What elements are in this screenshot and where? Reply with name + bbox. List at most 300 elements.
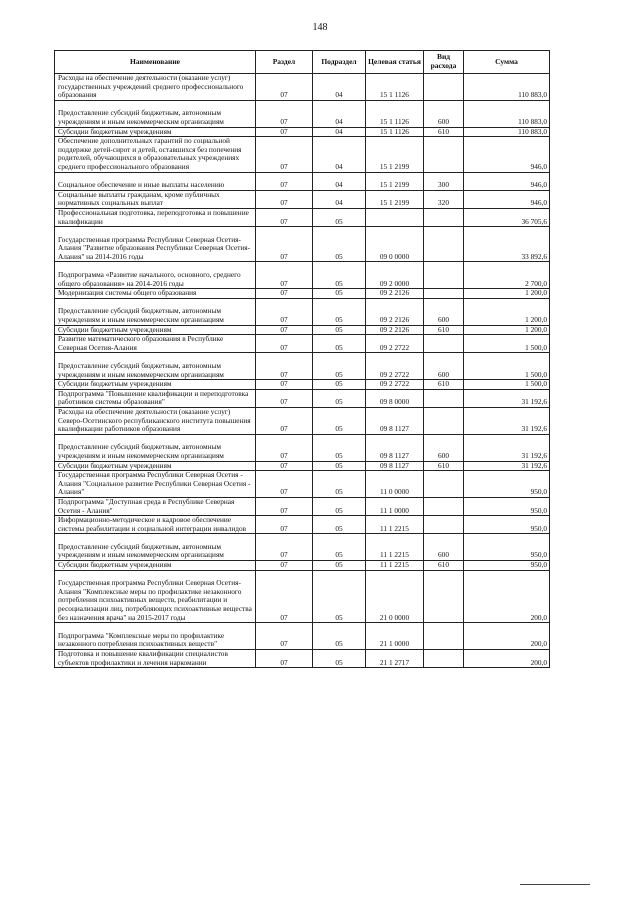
cell-name: [55, 100, 256, 127]
header-summa: Сумма: [464, 51, 550, 74]
cell-celevaya: [366, 289, 424, 299]
cell-vid-text: 600: [438, 315, 449, 325]
cell-celevaya: [366, 471, 424, 498]
cell-podrazdel: [313, 434, 366, 461]
cell-vid: [424, 137, 464, 172]
cell-summa-text: 950,0: [530, 487, 547, 497]
header-celevaya: Целевая статья: [366, 51, 424, 74]
cell-vid: [424, 353, 464, 380]
cell-summa: [464, 262, 550, 289]
cell-podrazdel: [313, 561, 366, 571]
cell-celevaya-text: 21 1 2717: [379, 657, 410, 667]
header-razdel: Раздел: [256, 51, 313, 74]
table-row: [55, 650, 550, 668]
cell-podrazdel: [313, 461, 366, 471]
table-row: [55, 561, 550, 571]
cell-summa: [464, 561, 550, 571]
cell-vid: [424, 516, 464, 534]
header-name: Наименование: [55, 51, 256, 74]
cell-summa: [464, 407, 550, 434]
cell-razdel: [256, 389, 313, 407]
cell-celevaya-text: 11 0 0000: [380, 487, 409, 497]
header-podrazdel: Подраздел: [313, 51, 366, 74]
cell-razdel-text: 07: [280, 379, 288, 389]
cell-name-text: Субсидии бюджетным учреждениям: [58, 324, 172, 334]
table-row: [55, 623, 550, 650]
table-row: [55, 353, 550, 380]
cell-name: [55, 74, 256, 101]
cell-podrazdel: [313, 570, 366, 623]
cell-vid: [424, 298, 464, 325]
table-row: [55, 471, 550, 498]
table-body: [55, 74, 550, 668]
table-row: [55, 434, 550, 461]
cell-summa-text: 1 200,0: [525, 315, 547, 325]
cell-podrazdel: [313, 74, 366, 101]
cell-summa: [464, 335, 550, 353]
table-row: [55, 497, 550, 515]
cell-summa: [464, 534, 550, 561]
cell-celevaya: [366, 497, 424, 515]
cell-name-text: Социальное обеспечение и иные выплаты населению: [58, 180, 225, 190]
cell-name: [55, 298, 256, 325]
cell-podrazdel-text: 04: [335, 161, 343, 171]
cell-celevaya-text: 09 2 2126: [379, 324, 410, 334]
cell-vid-text: 320: [438, 198, 449, 208]
cell-razdel: [256, 127, 313, 137]
cell-podrazdel-text: 05: [335, 460, 343, 470]
cell-vid: [424, 127, 464, 137]
cell-razdel: [256, 335, 313, 353]
cell-razdel: [256, 380, 313, 390]
cell-vid-text: 610: [438, 126, 449, 136]
cell-name-text: Развитие математического образования в Республике Северная Осетия-Алания: [58, 334, 224, 352]
cell-celevaya-text: 11 1 0000: [380, 505, 409, 515]
cell-celevaya: [366, 353, 424, 380]
cell-summa-text: 950,0: [530, 505, 547, 515]
cell-celevaya-text: 15 1 2199: [379, 161, 410, 171]
cell-summa-text: 946,0: [530, 198, 547, 208]
cell-vid: [424, 208, 464, 226]
cell-vid: [424, 227, 464, 262]
cell-podrazdel: [313, 380, 366, 390]
cell-razdel-text: 07: [280, 315, 288, 325]
cell-celevaya: [366, 650, 424, 668]
cell-celevaya: [366, 298, 424, 325]
cell-summa: [464, 190, 550, 208]
cell-razdel-text: 07: [280, 198, 288, 208]
cell-razdel-text: 07: [280, 560, 288, 570]
cell-razdel-text: 07: [280, 216, 288, 226]
cell-summa-text: 1 200,0: [525, 324, 547, 334]
cell-podrazdel-text: 05: [335, 612, 343, 622]
cell-name: [55, 623, 256, 650]
cell-vid: [424, 534, 464, 561]
cell-celevaya-text: 11 1 2215: [380, 550, 409, 560]
cell-razdel-text: 07: [280, 397, 288, 407]
cell-summa: [464, 380, 550, 390]
cell-podrazdel-text: 05: [335, 324, 343, 334]
cell-name: [55, 570, 256, 623]
cell-podrazdel: [313, 497, 366, 515]
cell-celevaya-text: 09 2 2722: [379, 379, 410, 389]
cell-razdel: [256, 137, 313, 172]
cell-celevaya-text: 09 2 2722: [379, 369, 410, 379]
cell-vid-text: 300: [438, 180, 449, 190]
cell-name: [55, 262, 256, 289]
cell-summa: [464, 227, 550, 262]
cell-vid-text: 600: [438, 116, 449, 126]
table-row: [55, 74, 550, 101]
cell-podrazdel: [313, 516, 366, 534]
cell-summa-text: 31 192,6: [521, 397, 547, 407]
cell-name-text: Предоставление субсидий бюджетным, автономным учреждениям и иным некоммерческим организациям: [58, 442, 224, 460]
cell-name: [55, 172, 256, 190]
cell-podrazdel-text: 04: [335, 90, 343, 100]
cell-summa: [464, 325, 550, 335]
budget-table: [54, 50, 550, 668]
cell-podrazdel: [313, 298, 366, 325]
cell-podrazdel: [313, 208, 366, 226]
cell-podrazdel-text: 05: [335, 657, 343, 667]
cell-celevaya-text: 21 0 0000: [379, 612, 410, 622]
cell-summa: [464, 137, 550, 172]
cell-summa-text: 200,0: [530, 612, 547, 622]
cell-celevaya: [366, 335, 424, 353]
cell-podrazdel: [313, 389, 366, 407]
cell-celevaya-text: 15 1 2199: [379, 180, 410, 190]
cell-summa: [464, 353, 550, 380]
cell-summa: [464, 389, 550, 407]
cell-razdel: [256, 534, 313, 561]
cell-summa-text: 950,0: [530, 550, 547, 560]
footer-rule: [520, 884, 590, 885]
cell-podrazdel-text: 04: [335, 198, 343, 208]
cell-name-text: Предоставление субсидий бюджетным, автономным учреждениям и иным некоммерческим организациям: [58, 306, 224, 325]
cell-razdel: [256, 516, 313, 534]
cell-podrazdel-text: 05: [335, 216, 343, 226]
cell-podrazdel-text: 05: [335, 523, 343, 533]
cell-summa: [464, 516, 550, 534]
cell-vid: [424, 561, 464, 571]
cell-podrazdel-text: 05: [335, 288, 343, 298]
cell-razdel-text: 07: [280, 342, 288, 352]
cell-celevaya-text: 09 2 2126: [379, 315, 410, 325]
cell-podrazdel-text: 05: [335, 379, 343, 389]
cell-vid: [424, 289, 464, 299]
cell-celevaya: [366, 434, 424, 461]
table-row: [55, 407, 550, 434]
cell-celevaya: [366, 127, 424, 137]
cell-summa-text: 31 192,6: [521, 424, 547, 434]
cell-podrazdel: [313, 623, 366, 650]
cell-summa: [464, 570, 550, 623]
cell-razdel: [256, 262, 313, 289]
page-number: 148: [312, 22, 328, 33]
cell-name: [55, 190, 256, 208]
cell-razdel-text: 07: [280, 369, 288, 379]
cell-name-text: Расходы на обеспечение деятельности (оказание услуг) государственных учреждений среднего профессионального образования: [58, 73, 244, 100]
cell-vid-text: 610: [438, 324, 449, 334]
cell-podrazdel-text: 04: [335, 180, 343, 190]
cell-celevaya: [366, 461, 424, 471]
cell-name-text: Субсидии бюджетным учреждениям: [58, 560, 172, 570]
cell-name-text: Расходы на обеспечение деятельности (оказание услуг) Северо-Осетинского республиканского института повышения квалификации работников образования: [58, 406, 251, 434]
cell-podrazdel-text: 05: [335, 369, 343, 379]
cell-name: [55, 137, 256, 172]
cell-vid: [424, 74, 464, 101]
cell-celevaya-text: 09 2 2722: [379, 342, 410, 352]
cell-name: [55, 650, 256, 668]
cell-podrazdel-text: 05: [335, 342, 343, 352]
cell-vid-text: 600: [438, 450, 449, 460]
cell-celevaya: [366, 172, 424, 190]
table-row: [55, 208, 550, 226]
cell-celevaya: [366, 516, 424, 534]
cell-celevaya: [366, 407, 424, 434]
cell-name: [55, 407, 256, 434]
cell-name: [55, 227, 256, 262]
cell-razdel-text: 07: [280, 324, 288, 334]
table-row: [55, 172, 550, 190]
cell-razdel: [256, 623, 313, 650]
cell-name-text: Подпрограмма "Комплексные меры по профилактике незаконного потребления психоактивных веществ": [58, 630, 225, 649]
cell-vid: [424, 389, 464, 407]
cell-razdel-text: 07: [280, 487, 288, 497]
cell-podrazdel-text: 05: [335, 424, 343, 434]
cell-razdel-text: 07: [280, 180, 288, 190]
cell-vid: [424, 190, 464, 208]
cell-name: [55, 335, 256, 353]
cell-razdel: [256, 471, 313, 498]
cell-celevaya-text: 09 2 2126: [379, 288, 410, 298]
cell-name-text: Модернизация системы общего образования: [58, 288, 197, 298]
cell-vid: [424, 623, 464, 650]
cell-name-text: Профессиональная подготовка, переподготовка и повышение квалификации: [58, 207, 249, 226]
table-row: [55, 534, 550, 561]
table-header-row: [55, 51, 550, 74]
cell-name-text: Предоставление субсидий бюджетным, автономным учреждениям и иным некоммерческим организациям: [58, 541, 224, 560]
cell-razdel-text: 07: [280, 278, 288, 288]
cell-vid-text: 610: [438, 460, 449, 470]
cell-summa: [464, 298, 550, 325]
cell-celevaya-text: 21 1 0000: [379, 639, 410, 649]
cell-summa-text: 31 192,6: [521, 460, 547, 470]
cell-celevaya: [366, 623, 424, 650]
cell-podrazdel: [313, 172, 366, 190]
table-row: [55, 298, 550, 325]
cell-celevaya-text: 11 1 2215: [380, 560, 409, 570]
cell-name-text: Обеспечение дополнительных гарантий по социальной поддержке детей-сирот и детей, оставшихся без попечения родителей, обучающихся в образовательных учреждениях среднего профессионального образования: [58, 136, 242, 171]
cell-summa: [464, 461, 550, 471]
cell-celevaya: [366, 100, 424, 127]
cell-razdel: [256, 172, 313, 190]
cell-razdel-text: 07: [280, 460, 288, 470]
cell-vid-text: 600: [438, 550, 449, 560]
cell-celevaya: [366, 570, 424, 623]
cell-summa-text: 36 705,6: [521, 216, 547, 226]
cell-celevaya: [366, 262, 424, 289]
cell-razdel: [256, 325, 313, 335]
cell-podrazdel-text: 05: [335, 278, 343, 288]
cell-celevaya: [366, 227, 424, 262]
table-row: [55, 137, 550, 172]
cell-name-text: Подпрограмма "Повышение квалификации и переподготовка работников системы образования": [58, 388, 249, 407]
cell-podrazdel: [313, 650, 366, 668]
cell-razdel: [256, 497, 313, 515]
cell-razdel-text: 07: [280, 90, 288, 100]
cell-summa-text: 110 883,0: [518, 90, 547, 100]
cell-podrazdel: [313, 471, 366, 498]
cell-razdel: [256, 570, 313, 623]
cell-celevaya-text: 15 1 1126: [380, 126, 409, 136]
cell-podrazdel: [313, 289, 366, 299]
cell-vid: [424, 471, 464, 498]
table-row: [55, 389, 550, 407]
cell-podrazdel-text: 05: [335, 487, 343, 497]
cell-summa-text: 950,0: [530, 560, 547, 570]
cell-name-text: Субсидии бюджетным учреждениям: [58, 126, 172, 136]
table-row: [55, 516, 550, 534]
cell-razdel: [256, 289, 313, 299]
cell-name: [55, 534, 256, 561]
cell-celevaya-text: 09 2 0000: [379, 278, 410, 288]
cell-podrazdel-text: 05: [335, 560, 343, 570]
cell-summa: [464, 434, 550, 461]
cell-name: [55, 353, 256, 380]
cell-summa-text: 950,0: [530, 523, 547, 533]
cell-celevaya-text: 09 8 0000: [379, 397, 410, 407]
cell-name: [55, 516, 256, 534]
cell-razdel: [256, 561, 313, 571]
cell-summa-text: 1 500,0: [525, 369, 547, 379]
cell-razdel-text: 07: [280, 550, 288, 560]
cell-name: [55, 561, 256, 571]
cell-podrazdel: [313, 100, 366, 127]
cell-razdel: [256, 208, 313, 226]
cell-summa-text: 200,0: [530, 639, 547, 649]
cell-razdel-text: 07: [280, 288, 288, 298]
cell-name: [55, 497, 256, 515]
cell-vid: [424, 497, 464, 515]
cell-razdel-text: 07: [280, 161, 288, 171]
cell-celevaya: [366, 208, 424, 226]
cell-name-text: Подготовка и повышение квалификации специалистов субъектов профилактики и лечения наркомании: [58, 649, 228, 667]
cell-summa: [464, 127, 550, 137]
table-row: [55, 190, 550, 208]
cell-celevaya-text: 15 1 1126: [380, 90, 409, 100]
cell-celevaya-text: 11 1 2215: [380, 523, 409, 533]
cell-podrazdel: [313, 137, 366, 172]
cell-summa: [464, 497, 550, 515]
cell-summa-text: 946,0: [530, 161, 547, 171]
cell-razdel: [256, 298, 313, 325]
cell-celevaya: [366, 380, 424, 390]
cell-summa-text: 1 500,0: [525, 379, 547, 389]
cell-razdel-text: 07: [280, 612, 288, 622]
cell-podrazdel: [313, 534, 366, 561]
cell-name: [55, 434, 256, 461]
cell-celevaya-text: 09 8 1127: [380, 450, 409, 460]
cell-celevaya: [366, 389, 424, 407]
cell-name-text: Подпрограмма "Доступная среда в Республике Северная Осетия - Алания": [58, 496, 235, 515]
cell-razdel-text: 07: [280, 505, 288, 515]
cell-podrazdel: [313, 335, 366, 353]
cell-podrazdel: [313, 262, 366, 289]
cell-summa-text: 110 883,0: [518, 116, 547, 126]
cell-razdel-text: 07: [280, 251, 288, 261]
cell-name: [55, 389, 256, 407]
cell-celevaya: [366, 561, 424, 571]
cell-summa: [464, 289, 550, 299]
cell-celevaya: [366, 534, 424, 561]
cell-celevaya: [366, 190, 424, 208]
cell-summa-text: 946,0: [530, 180, 547, 190]
cell-razdel: [256, 407, 313, 434]
cell-vid-text: 610: [438, 560, 449, 570]
cell-vid: [424, 172, 464, 190]
cell-name-text: Предоставление субсидий бюджетным, автономным учреждениям и иным некоммерческим организациям: [58, 108, 224, 126]
cell-podrazdel-text: 05: [335, 639, 343, 649]
cell-vid: [424, 335, 464, 353]
cell-summa: [464, 650, 550, 668]
table-row: [55, 335, 550, 353]
cell-summa: [464, 74, 550, 101]
cell-podrazdel: [313, 190, 366, 208]
cell-vid: [424, 434, 464, 461]
cell-name-text: Государственная программа Республики Северная Осетия-Алания "Развитие образования Республики Северная Осетия-Алания" на 2014-2016 годы: [58, 234, 251, 261]
cell-podrazdel-text: 04: [335, 116, 343, 126]
cell-podrazdel-text: 05: [335, 550, 343, 560]
cell-name-text: Государственная программа Республики Северная Осетия - Алания "Социальное развитие Республики Северная Осетия - Алания": [58, 470, 251, 497]
cell-name-text: Социальные выплаты гражданам, кроме публичных нормативных социальных выплат: [58, 189, 220, 208]
cell-celevaya: [366, 137, 424, 172]
cell-podrazdel: [313, 325, 366, 335]
header-vid: Вид расхода: [424, 51, 464, 74]
cell-summa-text: 33 892,6: [521, 251, 547, 261]
cell-razdel: [256, 74, 313, 101]
table-row: [55, 262, 550, 289]
cell-vid: [424, 570, 464, 623]
cell-razdel-text: 07: [280, 523, 288, 533]
cell-summa-text: 1 500,0: [525, 342, 547, 352]
cell-vid-text: 600: [438, 369, 449, 379]
cell-summa: [464, 100, 550, 127]
cell-podrazdel-text: 05: [335, 315, 343, 325]
cell-name: [55, 289, 256, 299]
cell-razdel-text: 07: [280, 126, 288, 136]
cell-vid: [424, 407, 464, 434]
cell-celevaya-text: 15 1 2199: [379, 198, 410, 208]
cell-razdel-text: 07: [280, 424, 288, 434]
cell-celevaya-text: 09 0 0000: [379, 251, 410, 261]
cell-summa-text: 200,0: [530, 657, 547, 667]
cell-summa: [464, 623, 550, 650]
cell-podrazdel-text: 05: [335, 397, 343, 407]
cell-summa: [464, 208, 550, 226]
cell-razdel: [256, 100, 313, 127]
cell-summa-text: 1 200,0: [525, 288, 547, 298]
cell-razdel: [256, 353, 313, 380]
cell-vid: [424, 100, 464, 127]
cell-name-text: Предоставление субсидий бюджетным, автономным учреждениям и иным некоммерческим организациям: [58, 361, 224, 379]
cell-celevaya-text: 15 1 1126: [380, 116, 409, 126]
cell-podrazdel-text: 04: [335, 126, 343, 136]
cell-razdel-text: 07: [280, 116, 288, 126]
cell-razdel: [256, 190, 313, 208]
table-row: [55, 227, 550, 262]
cell-razdel-text: 07: [280, 450, 288, 460]
